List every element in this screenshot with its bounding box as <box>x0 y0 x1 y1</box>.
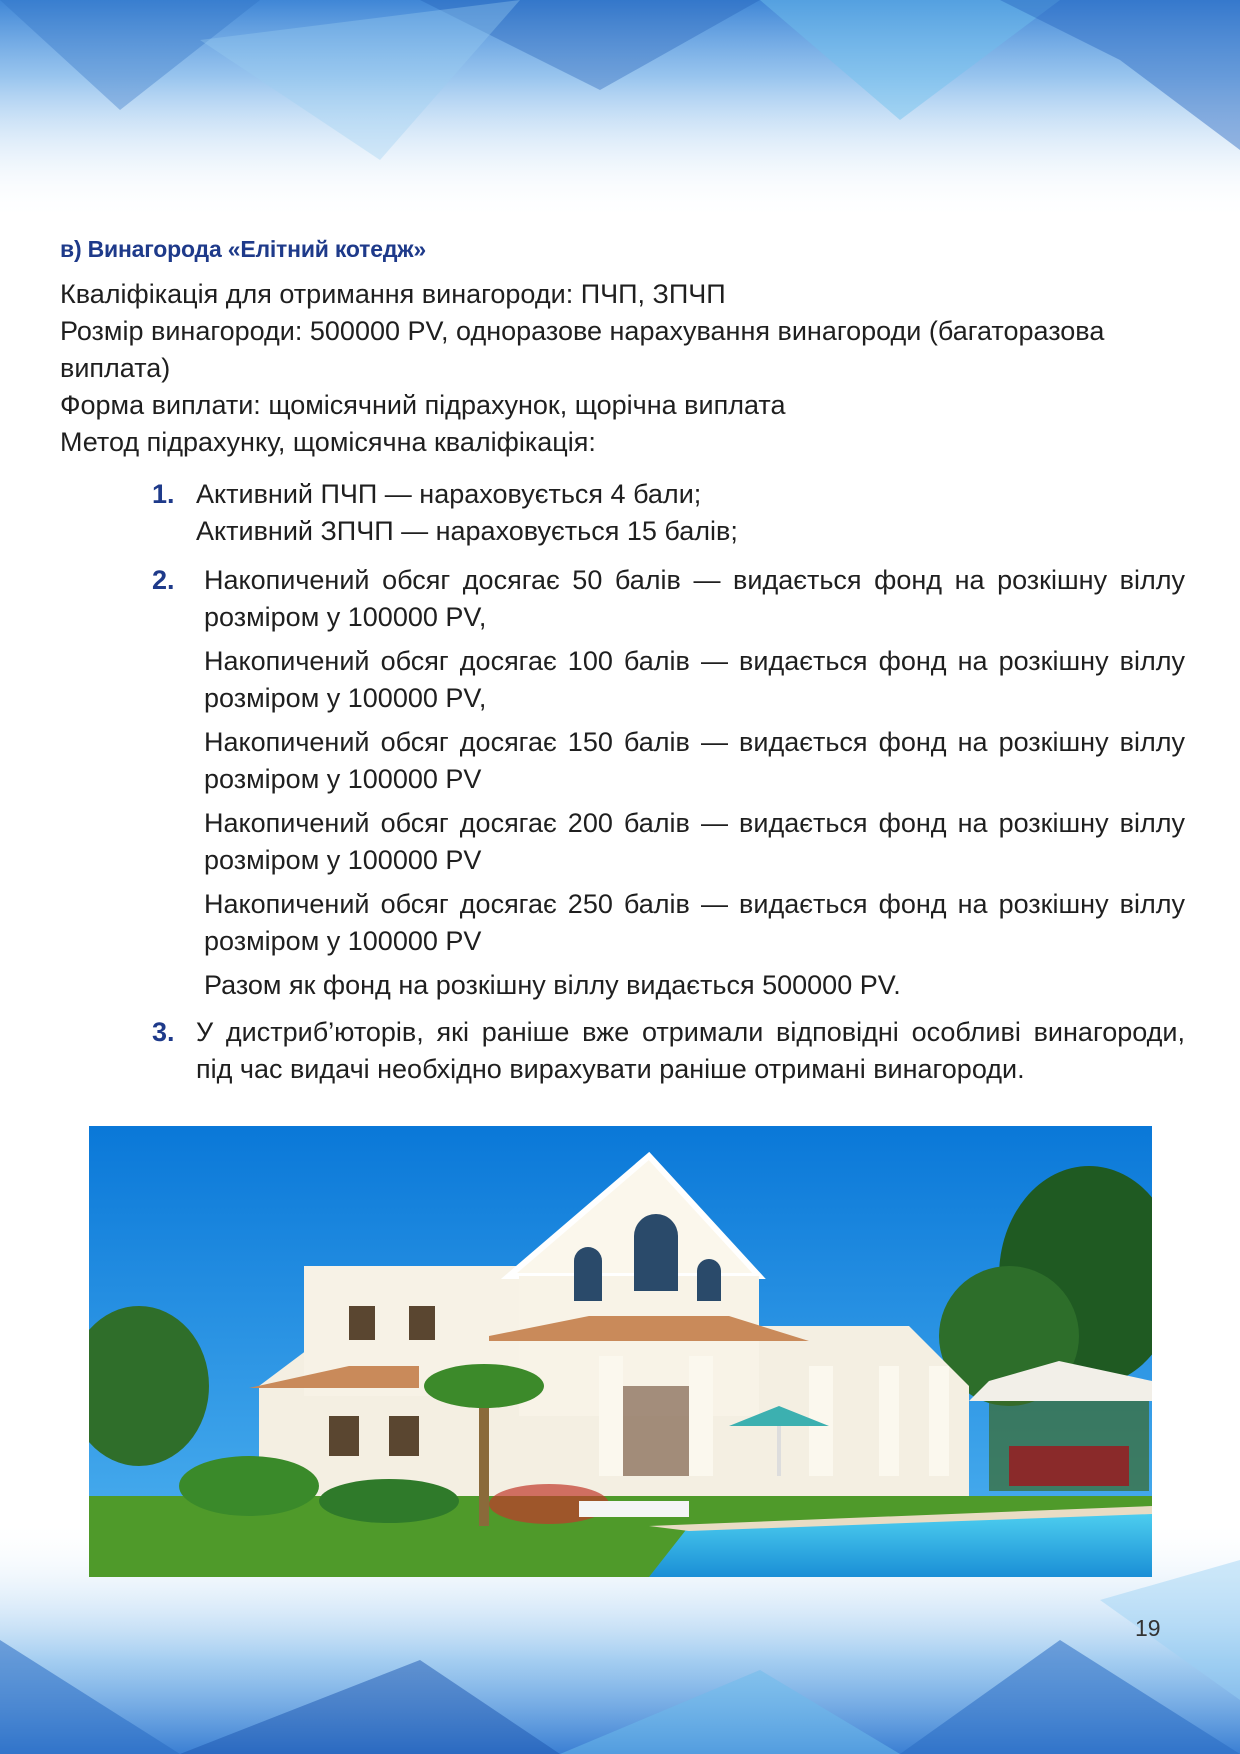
list-item <box>152 562 1185 1004</box>
list-item <box>152 476 1185 550</box>
list-number: 3. <box>152 1017 175 1047</box>
reward-size-line: Розмір винагороди: 500000 PV, одноразове нарахування винагороди (багаторазова виплата) <box>60 316 1105 383</box>
list-text: Накопичений обсяг досягає 200 балів — видається фонд на розкішну віллу розміром у 100000 PV <box>204 808 1185 875</box>
calculation-method-line: Метод підрахунку, щомісячна кваліфікація: <box>60 427 596 457</box>
qualification-info <box>60 276 1185 461</box>
list-text: Накопичений обсяг досягає 50 балів — видається фонд на розкішну віллу розміром у 100000 PV, <box>204 565 1185 632</box>
section-heading: в) Винагорода «Елітний котедж» <box>60 236 426 262</box>
qualification-line: Кваліфікація для отримання винагороди: ПЧП, ЗПЧП <box>60 279 726 309</box>
list-text: Разом як фонд на розкішну віллу видається 500000 PV. <box>204 970 901 1000</box>
list-number: 1. <box>152 479 175 509</box>
list-text: У дистриб’юторів, які раніше вже отримали відповідні особливі винагороди, під час видачі необхідно вирахувати раніше отримані винагороди. <box>196 1017 1185 1084</box>
list-text: Накопичений обсяг досягає 250 балів — видається фонд на розкішну віллу розміром у 100000 PV <box>204 889 1185 956</box>
page-number: 19 <box>1135 1615 1161 1641</box>
list-text: Накопичений обсяг досягає 100 балів — видається фонд на розкішну віллу розміром у 100000 PV, <box>204 646 1185 713</box>
list-text: Активний ПЧП — нараховується 4 бали; <box>196 479 702 509</box>
list-number: 2. <box>152 565 175 595</box>
list-text: Накопичений обсяг досягає 150 балів — видається фонд на розкішну віллу розміром у 100000 PV <box>204 727 1185 794</box>
rules-list <box>152 476 1185 1098</box>
list-text: Активний ЗПЧП — нараховується 15 балів; <box>196 516 738 546</box>
villa-photo <box>89 1126 1152 1577</box>
list-item <box>152 1014 1185 1088</box>
payment-form-line: Форма виплати: щомісячний підрахунок, щорічна виплата <box>60 390 786 420</box>
